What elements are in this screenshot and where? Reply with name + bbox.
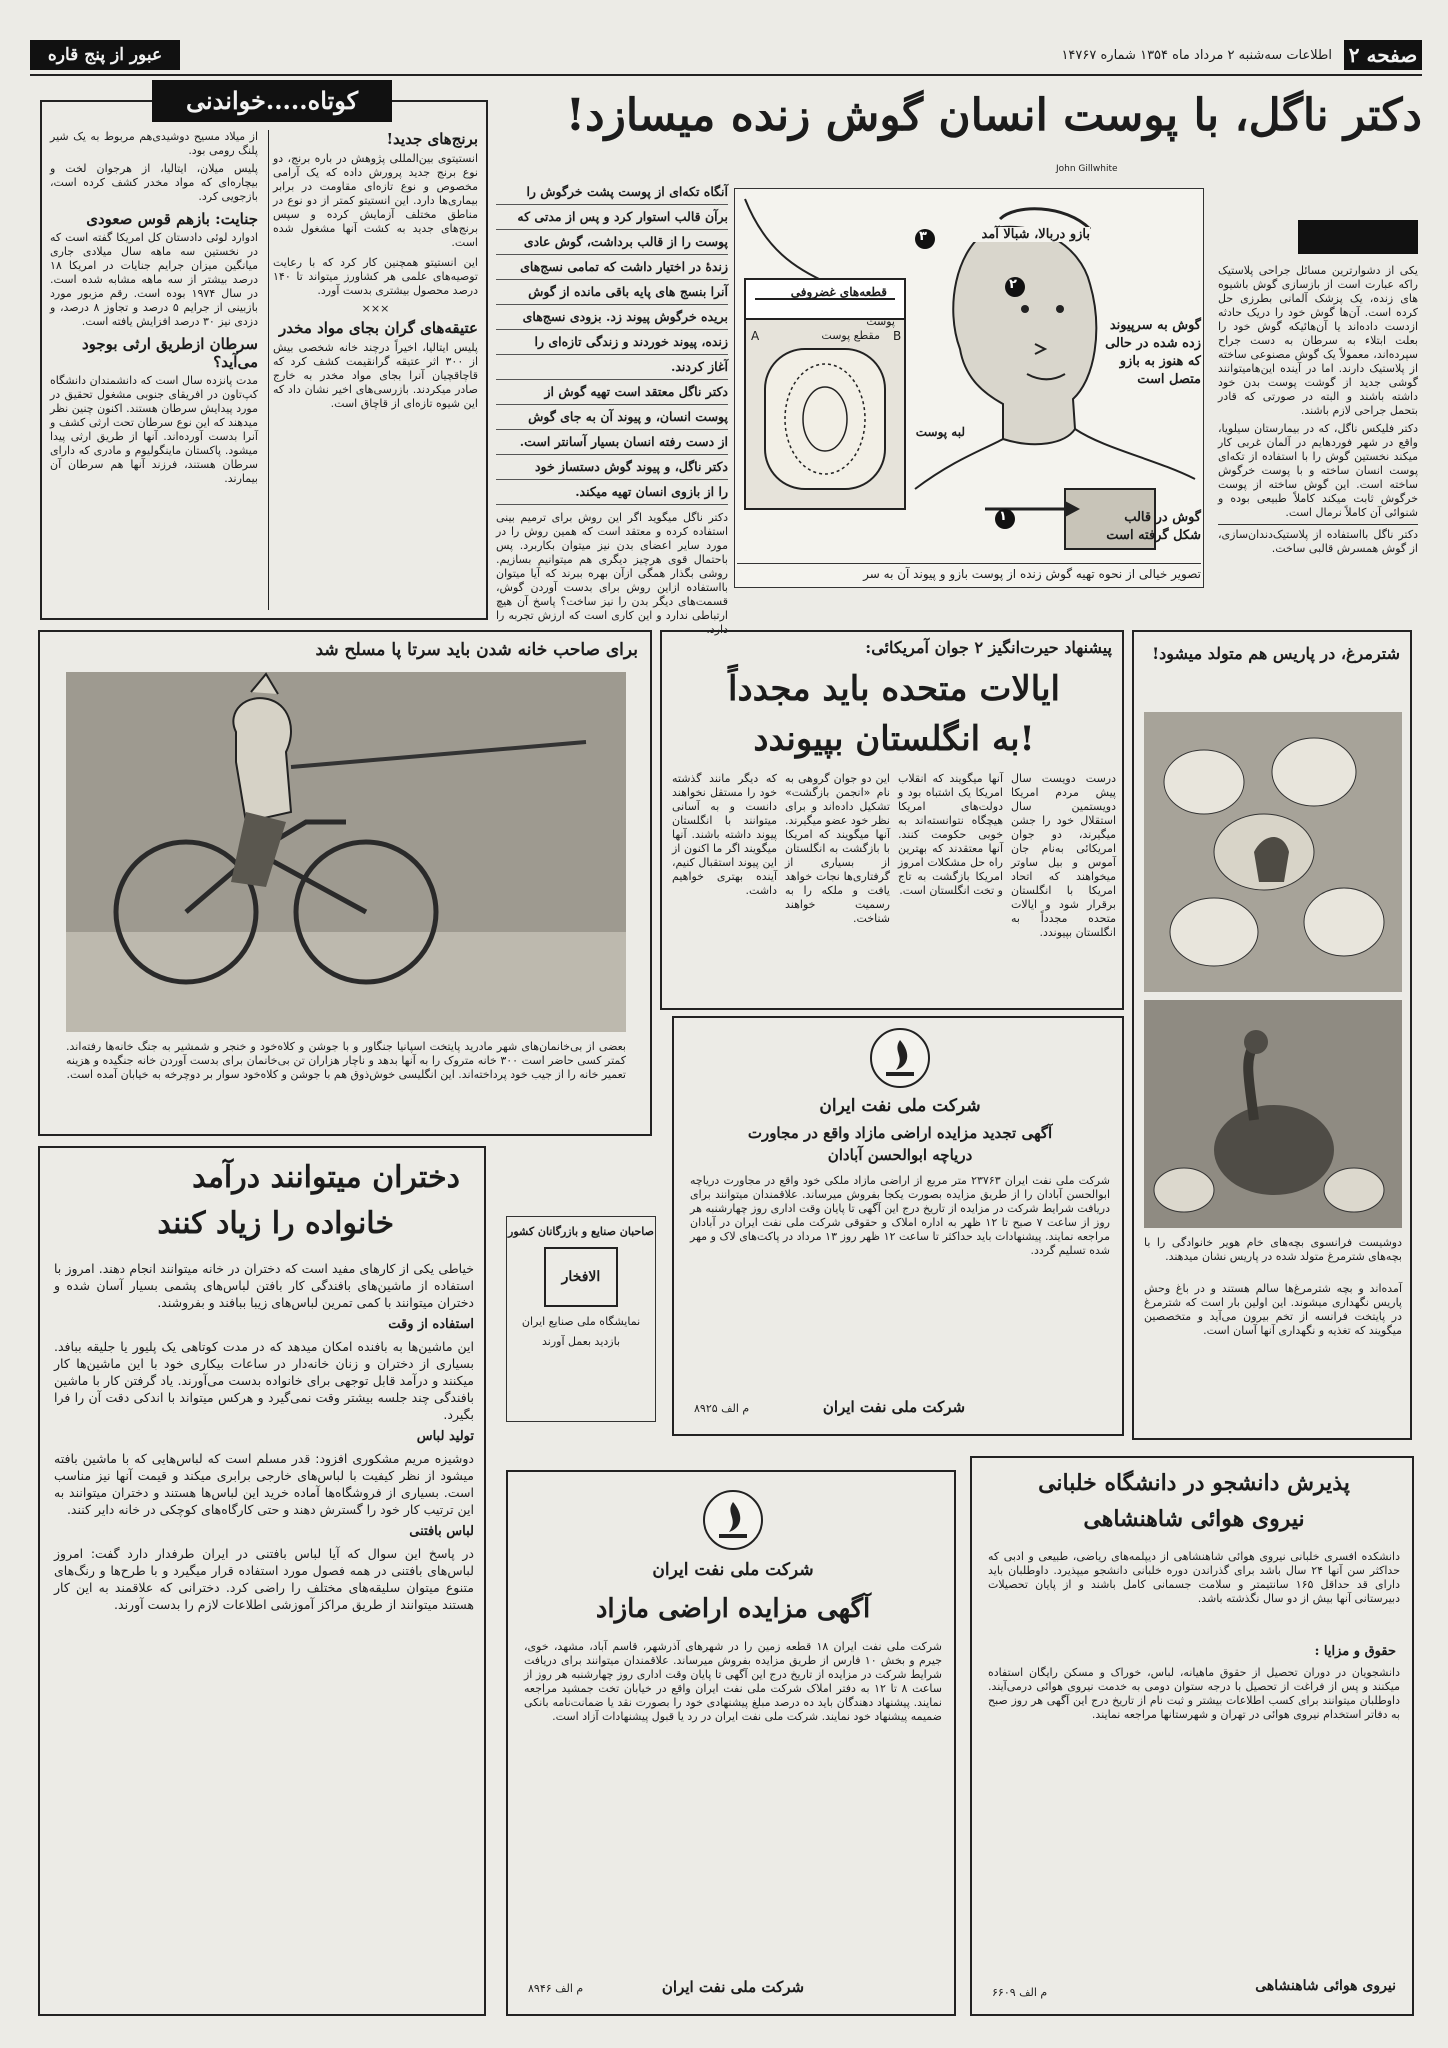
item-body: انستیتوی بین‌المللی پژوهش در باره برنج، دو نوع برنج جدید پرورش داده که یک آرامی مخصوص و نوع تازه‌ای مقاومت در برابر بیماری‌ها دارد. این انستیتو کمتر از دو نوع در مناطق مختلف آزمایش کرده و سپس برنج‌های جدید به کشت آنها مشغول شده است. — [273, 152, 478, 249]
seal-line-3: نمایشگاه ملی صنایع ایران — [521, 1315, 641, 1328]
oil-ad-2 — [506, 1470, 956, 2016]
diagram-label-top: بازو دربالا، شبالا آمد — [940, 227, 1090, 242]
diagram-caption: تصویر خیالی از نحوه تهیه گوش زنده از پوست بازو و پیوند آن به سر — [737, 563, 1201, 581]
diagram-letter-a: A — [751, 329, 760, 343]
england-columns — [672, 772, 1116, 1002]
oil-ad-1-title-1: آگهی تجدید مزایده اراضی مازاد واقع در مجاورت — [747, 1124, 1053, 1142]
england-headline-1: ایالات متحده باید مجدداً — [728, 669, 1060, 709]
short-column — [40, 86, 488, 620]
steps-line: دکتر ناگل، و پیوند گوش دستساز خود — [496, 455, 728, 480]
steps-line: دکتر ناگل معتقد است تهیه گوش از — [496, 380, 728, 405]
item-body: پلیس میلان، ایتالیا، از هرجوان لخت و بیچاره‌ای که مواد مخدر کشف کرده است، بازجویی کرد. — [50, 162, 258, 203]
steps-line: بریده خرگوش پیوند زد. بزودی نسج‌های — [496, 305, 728, 330]
flame-icon — [705, 1492, 761, 1548]
air-force-ref: م الف ۶۶۰۹ — [992, 1986, 1048, 1999]
oil-ad-1-company: شرکت ملی نفت ایران — [819, 1096, 981, 1116]
main-headline: دکتر ناگل، با پوست انسان گوش زنده میسازد! — [565, 90, 1422, 141]
england-story — [660, 630, 1124, 1010]
subhead: لباس بافتنی — [409, 1524, 474, 1539]
air-force-section-title: حقوق و مزایا : — [1314, 1644, 1396, 1659]
diagram-label-edge: لبه پوست — [915, 425, 965, 439]
issue-line: اطلاعات سه‌شنبه ۲ مرداد ماه ۱۳۵۴ شماره ۱۴۷۶۷ — [1061, 48, 1332, 63]
item-body: از میلاد مسیح دوشیدی‌هم مربوط به یک شیر پلنگ رومی بود. — [50, 130, 258, 157]
flame-icon — [872, 1030, 928, 1086]
intro-text: دکتر فلیکس ناگل، که در بیمارستان سیلویا، واقع در شهر فوردهایم در آلمان غربی کار میکند نخستین گوش را با استفاده از تکه‌ای پوست انسان ساخته و با پوست خرگوش ساخته است. این گوش ساخته از پوست خرگوش ثابت میکند کاملاً طبیعی بوده و شنوائی آن کاملاً نرمال است. — [1218, 422, 1418, 519]
bicycle-caption: بعضی از بی‌خانمان‌های شهر مادرید پایتخت اسپانیا جنگاور و با جوشن و کلاه‌خود و خنجر و شمشیر به جنگ خانه‌ها رفته‌اند. کمتر کسی حاضر است ۳۰۰ خانه متروک را به آنها بدهد و ناچار هزاران تن بی‌خانمان برای بدست آوردن خانه جنگیده و هزینه تعمیر خانه را از جیب خود پرداخته‌اند. این انگلیسی خوش‌ذوق هم با جوشن و کلاه‌خود سوار بر دوچرخه به خیابان آمده است. — [66, 1040, 626, 1081]
oil-ad-1-body: شرکت ملی نفت ایران ۲۳۷۶۳ متر مربع از اراضی مازاد ملکی خود واقع در مجاورت دریاچه ابوالحسن آبادان را از طریق مزایده بصورت یکجا بفروش میرساند. علاقمندان میتوانند برای دریافت شرایط شرکت در مزایده از تاریخ درج این آگهی تا پایان وقت اداری روز چهارشنبه هر روز از ساعت ۷ صبح تا ۱۲ ظهر به اداره املاک و حقوقی شرکت ملی نفت ایران در آبادان مراجعه نمایند. پیشنهادات باید حداکثر تا ساعت ۱۲ ظهر روز ۱۳ مرداد در پاکت‌های لاک و مهر شده تسلیم گردد. — [690, 1174, 1110, 1257]
daughters-headline-1: دختران میتوانند درآمد — [192, 1160, 460, 1195]
item-title: جنایت: بازهم قوس صعودی — [86, 210, 258, 228]
ostrich-photo-1 — [1144, 712, 1402, 992]
seal-emblem: الافخار — [544, 1247, 618, 1307]
diagram-label-bottom: گوش در قالب شکل گرفته است — [1106, 510, 1201, 543]
subhead: تولید لباس — [416, 1429, 474, 1444]
nioc-logo-icon — [870, 1028, 930, 1088]
air-force-signature: نیروی هوائی شاهنشاهی — [1255, 1978, 1396, 1994]
daughters-story — [38, 1146, 486, 2016]
diagram-label-skin-cut: مقطع پوست — [821, 329, 880, 342]
body-paragraph: خیاطی یکی از کارهای مفید است که دختران در خانه میتوانند انجام دهند. امروز با استفاده از ماشین‌های بافندگی کار بافتن لباس‌های پشمی بسیار آسان شده و دختران میتوانند با کمی تمرین لباس‌های زیبا ببافند و بفروشند. — [54, 1261, 474, 1310]
short-column-left — [50, 130, 258, 610]
steps-tail: دکتر ناگل میگوید اگر این روش برای ترمیم بینی استفاده کرده و معتقد است که همین روش را در مورد سایر اعضای بدن نیز میتوان بکاربرد. پس باحتمال قوی هرچیز دیگری هم میتوانیم بسازیم. روشی بگذار همگی ازآن بهره ببرند که آیا میتوان بااستفاده ازاین روش برای بدست آوردن گوش، قسمت‌های دیگر بدن را نیز ساخت؟ پاسخ آن هیچ ارتباطی ندارد و این کاری است که ارزش تجربه را دارد. — [496, 511, 728, 636]
diagram-label-skin: پوست — [866, 315, 895, 328]
ostrich-headline: شترمرغ، در پاریس هم متولد میشود! — [1152, 644, 1400, 663]
black-tab — [1298, 220, 1418, 254]
steps-column — [496, 180, 728, 637]
chick-art — [1144, 1000, 1402, 1228]
air-force-body-2: دانشجویان در دوران تحصیل از حقوق ماهیانه، لباس، خوراک و مسکن رایگان استفاده میکنند و پس از فراغت از تحصیل با درجه ستوان دومی به خدمت نیروی هوائی درمی‌آیند. داوطلبان میتوانند برای کسب اطلاعات بیشتر و ثبت نام از تاریخ درج این آگهی هر روز صبح به دفاتر استخدام نیروی هوائی در تهران و شهرستانها مراجعه نمایند. — [988, 1666, 1400, 1721]
england-col: که دیگر مانند گذشته خود را مستقل نخواهند دانست و به آسانی میتوانند با انگلستان پیوند داشته باشند. آنها میگویند اگر ما اکنون از این پیوند استقبال کنیم، آینده بهتری خواهیم داشت. — [672, 772, 777, 897]
credit: John Gillwhite — [1056, 164, 1118, 174]
steps-line: از دست رفته انسان بسیار آسانتر است. — [496, 430, 728, 455]
diagram-label-mid: گوش به سرپیوند زده شده در حالی که هنوز به بازو متصل است — [1105, 318, 1201, 387]
page-label: صفحه ۲ — [1344, 40, 1422, 70]
oil-ad-2-body: شرکت ملی نفت ایران ۱۸ قطعه زمین را در شهرهای آذرشهر، قاسم آباد، مشهد، خوی، جیرم و بخش ۱۰ فارس از طریق مزایده بفروش میرساند. علاقمندان میتوانند برای دریافت شرایط شرکت در مزایده از تاریخ درج این آگهی تا پایان وقت اداری روز چهارشنبه هر روز از ساعت ۸ تا ۱۲ به دفتر املاک شرکت ملی نفت ایران واقع در خیابان تخت جمشید مراجعه نمایند. پیشنهاد دهندگان باید ده درصد مبلغ پیشنهادی خود را بصورت نقد یا ضمانت‌نامه بانکی ضمیمه پیشنهاد خود نمایند. شرکت ملی نفت ایران در رد یا قبول پیشنهادات آزاد است. — [524, 1640, 943, 1723]
steps-line: پوست را از قالب برداشت، گوش عادی — [496, 230, 728, 255]
steps-line: زنده، پیوند خوردند و زندگی تازه‌ای را — [496, 330, 728, 355]
steps-list — [496, 180, 728, 505]
england-col: آنها میگویند که انقلاب امریکا یک اشتباه بود و دولت‌های امریکا هیچگاه نتوانسته‌اند به خوبی حکومت کنند. آنها معتقدند که بهترین راه حل مشکلات امروز امریکا بازگشت به تاج و تخت انگلستان است. — [898, 772, 1003, 897]
ostrich-caption-2: آمده‌اند و بچه شترمرغ‌ها سالم هستند و در باغ وحش پاریس نگهداری میشوند. این اولین بار است که شترمرغ در پایتخت فرانسه از تخم بیرون می‌آید و متخصصین میگویند که تغذیه و نگهداری آنها آسان است. — [1144, 1282, 1402, 1337]
oil-ad-2-signature: شرکت ملی نفت ایران — [661, 1978, 805, 1996]
main-story — [496, 84, 1422, 636]
item-body: این انستیتو همچنین کار کرد که با رعایت توصیه‌های علمی هر کشاورز میتواند تا ۱۴۰ درصد محصول بیشتری بدست آورد. — [273, 256, 478, 297]
seal-line-1: صاحبان صنایع و بازرگانان کشور — [508, 1225, 654, 1238]
item-title: سرطان ازطریق ارثی بوجود می‌آید؟ — [81, 335, 258, 371]
item-title: عتیقه‌های گران بجای مواد مخدر — [279, 319, 478, 337]
steps-line: پوست انسان، و پیوند آن به جای گوش — [496, 405, 728, 430]
oil-ad-1-signature: شرکت ملی نفت ایران — [822, 1398, 966, 1416]
air-force-body: دانشکده افسری خلبانی نیروی هوائی شاهنشاهی از دیپلمه‌های ریاضی، طبیعی و ادبی که حداکثر سن آنها ۲۴ سال باشد برای گذراندن دوره خلبانی دانشجو میپذیرد. داوطلبان باید دارای قد حداقل ۱۶۵ سانتیمتر و سلامت جسمانی کامل باشند و از پایان تحصیلات دبیرستانی آنها بیش از دو سال نگذشته باشد. — [988, 1550, 1400, 1605]
masthead — [30, 38, 1422, 76]
step-1: ۱ — [999, 509, 1007, 524]
seal-box — [506, 1216, 656, 1422]
england-col: درست دویست سال پیش مردم امریکا دویستمین سال استقلال خود را جشن میگیرند، دو جوان امریکائی به‌نام جان آموس و بیل ساوتر میخواهند که اتحاد امریکا با انگلستان برقرار شود و ایالات متحده مجدداً به انگلستان بپیوندد. — [1011, 772, 1116, 939]
oil-ad-2-company: شرکت ملی نفت ایران — [652, 1560, 814, 1580]
diagram-label-cartilage: قطعه‌های غضروفی — [790, 285, 887, 299]
oil-ad-1-ref: م الف ۸۹۲۵ — [694, 1402, 750, 1415]
england-kicker: پیشنهاد حیرت‌انگیز ۲ جوان آمریکائی: — [865, 638, 1112, 657]
item-body: مدت پانزده سال است که دانشمندان دانشگاه کپ‌تاون در افریقای جنوبی مشغول تحقیق در مورد پیدایش سرطان هستند. اکنون چنین نظر میدهند که این نوع سرطان تحت ارثی کشف و آنرا بدست آورده‌اند. آنها از طریق ارثی پیدا میشود. پاکستان ماینگولیوم و مادری که دارای سرطان هستند، فرزند آنها هم سرطان آن بیمارند. — [50, 374, 258, 485]
short-column-title: کوتاه.....خواندنی — [152, 80, 392, 122]
body-paragraph: این ماشین‌ها به بافنده امکان میدهد که در مدت کوتاهی یک پلیور یا جلیقه ببافد. بسیاری از دختران و زنان خانه‌دار در ساعات بیکاری خود با این ماشین‌ها کار میکنند و درآمد قابل توجهی برای خانواده بدست می‌آورند. یاد گرفتن کار با ماشین بافندگی چند جلسه بیشتر وقت نمی‌گیرد و هرکس میتواند با اندکی دقت آن را فرا بگیرد. — [54, 1339, 474, 1422]
steps-line: برآن قالب استوار کرد و پس از مدتی که — [496, 205, 728, 230]
steps-line: را از بازوی انسان تهیه میکند. — [496, 480, 728, 505]
ostrich-story — [1132, 630, 1412, 1440]
diagram-letter-b: B — [893, 329, 902, 343]
intro-text: یکی از دشوارترین مسائل جراحی پلاستیک راکه عبارت است از بازسازی گوش باشیوه های زنده، یک پزشک آلمانی بطرزی حل کرده است. آن‌ها گوش خود را دریک حادثه ازدست داده‌اند یا آن‌هائیکه گوش خود را بعلت ابتلاء به سرطان به دست جراح سپرده‌اند، معمولاً یک گوش مصنوعی ساخته از پلاستیک دارند. اما در آینده این‌هامیتوانند گوشی جدید از گوشت پوست بدن خود داشته باشند و البته در صورتی که قادر بتحمل جراحی لازم باشند. — [1218, 264, 1418, 417]
steps-line: آنرا بنسج های پایه باقی مانده از گوش — [496, 280, 728, 305]
oil-ad-2-title: آگهی مزایده اراضی مازاد — [595, 1594, 871, 1624]
steps-line: آنگاه تکه‌ای از پوست پشت خرگوش را — [496, 180, 728, 205]
item-body: ادوارد لوئی دادستان کل امریکا گفته است که در نخستین سه ماهه سال میلادی جاری میانگین میزان جرایم جنایات در امریکا ۱۸ درصد بیشتر از سه ماهه مشابه شده است. در سال ۱۹۷۴ بوده است. رقم مزبور مورد بازبینی از جرایم ۵ درصد و تجاوز ۸ درصد، و دزدی نیز ۳۰ درصد افزایش یافته است. — [50, 231, 258, 328]
ear-diagram — [734, 188, 1204, 588]
bicycle-story — [38, 630, 652, 1136]
steps-line: آغاز کردند. — [496, 355, 728, 380]
daughters-headline-2: خانواده را زیاد کنند — [157, 1206, 394, 1241]
england-col: این دو جوان گروهی به نام «انجمن بازگشت» تشکیل داده‌اند و برای نظر خود عضو میگیرند. آنها میگویند که امریکا با بازگشت به انگلستان از بسیاری از گرفتاری‌ها نجات خواهد یافت و ملکه را به رسمیت خواهند شناخت. — [785, 772, 890, 925]
section-tag: عبور از پنج قاره — [30, 40, 180, 70]
body-paragraph: دوشیزه مریم مشکوری افزود: قدر مسلم است که لباس‌هایی که با ماشین بافته میشود از نظر کیفیت با لباس‌های خارجی برابری میکند و قیمت آنها نیز مناسب است. بسیاری از فروشگاه‌ها آماده خرید این لباس‌ها هستند و دختران میتوانند به این ترتیب کار خود را گسترش دهند و حتی کارگاه‌های کوچکی در خانه دایر کنند. — [54, 1451, 474, 1517]
knight-bicycle-photo — [66, 672, 626, 1032]
air-force-title-2: نیروی هوائی شاهنشاهی — [1083, 1506, 1305, 1532]
oil-ad-1-title-2: دریاچه ابوالحسن آبادان — [827, 1146, 973, 1164]
short-column-right — [273, 130, 478, 610]
knight-bicycle-art — [66, 672, 626, 1032]
step-3: ۳ — [919, 229, 927, 244]
bicycle-headline: برای صاحب خانه شدن باید سرتا پا مسلح شد — [315, 640, 638, 660]
body-paragraph: در پاسخ این سوال که آیا لباس بافتنی در ایران طرفدار دارد گفت: امروز لباس‌های بافتنی در همه فصول مورد استفاده قرار میگیرد و با طرح‌ها و رنگ‌های متنوع میتوان سلیقه‌های مختلف را راضی کرد. دخترانی که علاقمند به این کار هستند میتوانند از طریق مراکز آموزشی اطلاعات لازم را بدست آورند. — [54, 1546, 474, 1612]
oil-ad-2-ref: م الف ۸۹۴۶ — [528, 1982, 584, 1995]
air-force-ad — [970, 1456, 1414, 2016]
seal-line-4: بازدید بعمل آورند — [541, 1335, 621, 1348]
england-headline-2: به انگلستان بپیوندد! — [753, 719, 1035, 759]
oil-ad-1 — [672, 1016, 1124, 1436]
ostrich-photo-2 — [1144, 1000, 1402, 1228]
divider: ××× — [361, 302, 390, 315]
air-force-title-1: پذیرش دانشجو در دانشگاه خلبانی — [1038, 1470, 1350, 1496]
eggs-art — [1144, 712, 1402, 992]
nioc-logo-icon — [703, 1490, 763, 1550]
ostrich-caption-1: دوشیست فرانسوی بچه‌های خام هویر خانوادگی را با بچه‌های شترمرغ متولد شده در پاریس نشان میدهند. — [1144, 1236, 1402, 1263]
item-title: برنج‌های جدید! — [386, 130, 478, 148]
intro-column — [1218, 264, 1418, 556]
column-rule — [268, 130, 269, 610]
intro-text: دکتر ناگل بااستفاده از پلاستیک‌دندان‌سازی، از گوش همسرش قالبی ساخت. — [1218, 524, 1418, 556]
steps-line: زندهٔ در اختیار داشت که تمامی نسج‌های — [496, 255, 728, 280]
subhead: استفاده از وقت — [388, 1317, 474, 1332]
daughters-body — [54, 1260, 474, 1613]
step-2: ۲ — [1009, 277, 1017, 292]
item-body: پلیس ایتالیا، اخیراً درچند خانه شخصی بیش از ۳۰۰ اثر عتیقه گرانقیمت کشف کرد که قاچاقچیان آنرا بجای مواد مخدر به خارج صادر میکردند. بازرسی‌های اخیر نشان داد که این شیوه تازه‌ای از قاچاق است. — [273, 341, 479, 410]
